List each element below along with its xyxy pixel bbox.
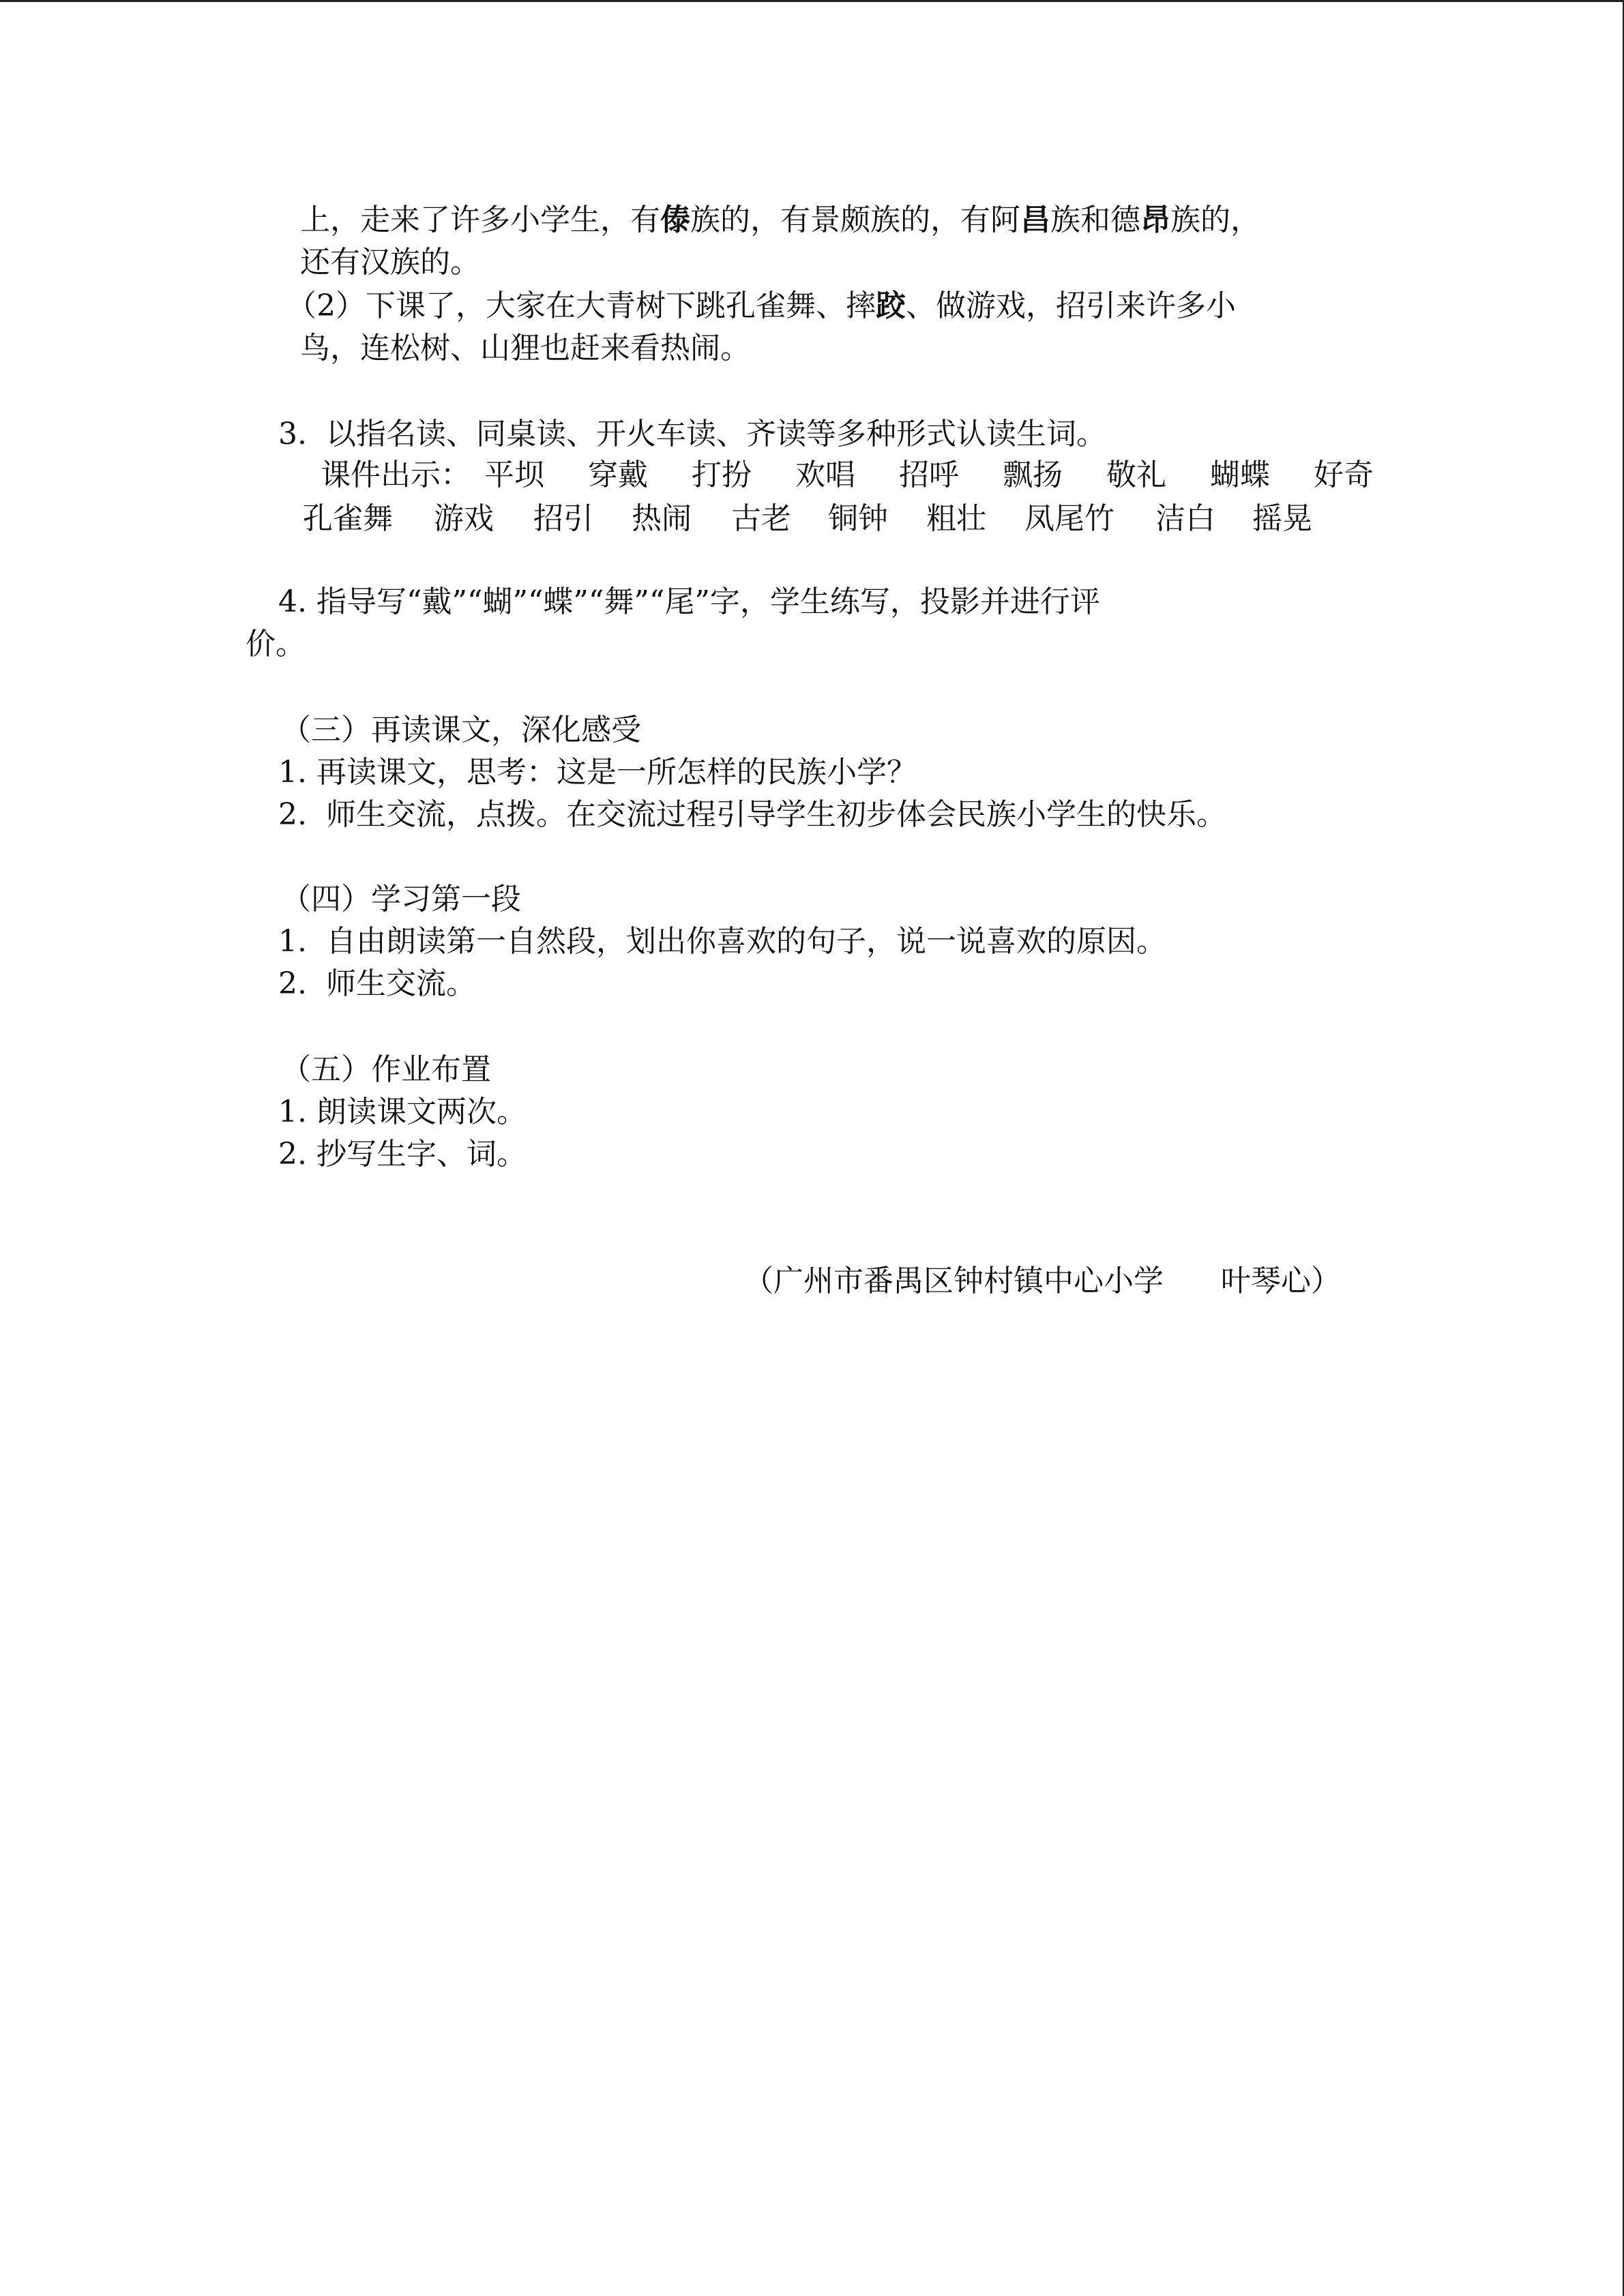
vocab-word: 粗壮 [926,501,986,536]
courseware-label: 课件出示： [321,458,471,492]
vocab-word: 招呼 [899,458,959,492]
section3-heading: （三）再读课文，深化感受 [281,713,641,747]
section4-item2: 2. 师生交流。 [278,966,476,1001]
para1-bold-ang: 昂 [1140,203,1170,237]
vocab-word: 飘扬 [1003,458,1063,492]
vocab-word: 好奇 [1314,458,1374,492]
para2-line2: 鸟，连松树、山狸也赶来看热闹。 [300,331,750,366]
vocab-word: 欢唱 [795,458,855,492]
para2-text-a: （2）下课了，大家在大青树下跳孔雀舞、摔 [286,288,876,323]
vocab-word: 打扮 [692,458,752,492]
vocab-word: 招引 [533,501,593,536]
para1-text-e: 族和德 [1050,203,1140,237]
vocab-word: 游戏 [434,501,494,536]
section3-item1: 1. 再读课文，思考：这是一所怎样的民族小学？ [278,755,917,790]
para1-text-g: 族的， [1170,203,1260,237]
section5-heading: （五）作业布置 [281,1052,491,1087]
vocab-row-1 [0,455,1624,496]
para1-bold-dai: 傣 [660,203,690,237]
para1-line2: 还有汉族的。 [300,245,480,280]
section4-heading: （四）学习第一段 [281,882,521,916]
vocab-word: 敬礼 [1106,458,1166,492]
vocab-word: 摇晃 [1252,501,1312,536]
section5-item1: 1. 朗读课文两次。 [278,1094,527,1129]
vocab-word: 平坝 [484,458,544,492]
section3-item2: 2. 师生交流，点拨。在交流过程引导学生初步体会民族小学生的快乐。 [278,797,1226,832]
vocab-row-2 [0,498,1624,539]
vocab-word: 孔雀舞 [303,501,393,536]
vocab-word: 洁白 [1155,501,1215,536]
vocab-word: 铜钟 [828,501,888,536]
vocab-word: 穿戴 [588,458,648,492]
step4-line1: 4. 指导写“戴”“蝴”“蝶”“舞”“尾”字，学生练写，投影并进行评 [278,584,1100,619]
vocab-word: 热闹 [632,501,692,536]
para1-line1 [300,200,1260,241]
para2-line1 [286,286,1236,327]
vocab-word: 凤尾竹 [1024,501,1114,536]
para2-bold-jiao: 跤 [876,288,906,323]
vocab-word: 古老 [731,501,791,536]
step3-text: 3. 以指名读、同桌读、开火车读、齐读等多种形式认读生词。 [278,417,1106,451]
vocab-word: 蝴蝶 [1210,458,1270,492]
step4-line2: 价。 [246,627,306,661]
para1-bold-chang: 昌 [1020,203,1050,237]
author-signature: （广州市番禺区钟村镇中心小学 叶琴心） [743,1264,1341,1298]
para1-text-c: 族的，有景颇族的，有阿 [690,203,1020,237]
section5-item2: 2. 抄写生字、词。 [278,1137,527,1172]
section4-item1: 1. 自由朗读第一自然段，划出你喜欢的句子，说一说喜欢的原因。 [278,924,1166,959]
para2-text-c: 、做游戏，招引来许多小 [906,288,1236,323]
para1-text-a: 上，走来了许多小学生，有 [300,203,660,237]
